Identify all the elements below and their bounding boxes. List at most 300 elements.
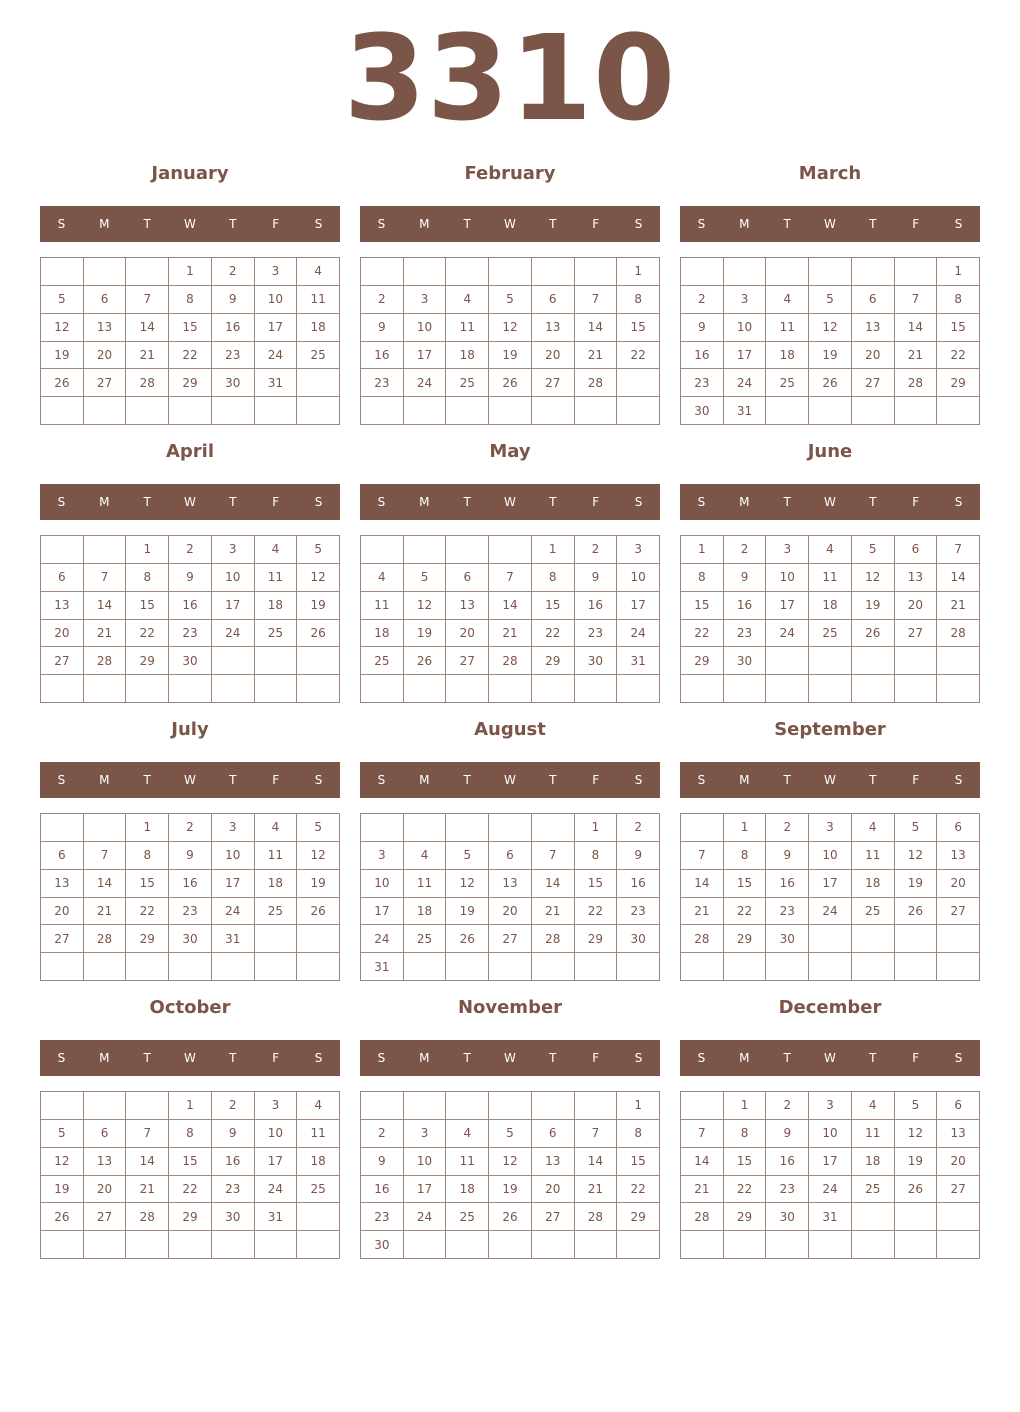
weekday-header — [40, 206, 340, 242]
day-cell: 25 — [809, 620, 852, 648]
day-cell: 19 — [297, 870, 340, 898]
weekday-label: T — [229, 1051, 237, 1065]
day-cell: 7 — [575, 1120, 618, 1148]
day-cell: 9 — [169, 564, 212, 592]
empty-cell — [809, 953, 852, 981]
empty-cell — [766, 675, 809, 703]
day-cell: 6 — [489, 842, 532, 870]
day-cell: 15 — [681, 592, 724, 620]
weekday-label: W — [824, 495, 836, 509]
day-cell: 19 — [809, 342, 852, 370]
day-cell: 6 — [937, 814, 980, 842]
weekday-label: S — [314, 217, 323, 231]
day-cell: 23 — [681, 369, 724, 397]
day-cell: 19 — [489, 342, 532, 370]
day-cell: 17 — [809, 1148, 852, 1176]
empty-cell — [126, 258, 169, 286]
month-name: October — [149, 997, 231, 1018]
day-cell: 17 — [255, 1148, 298, 1176]
day-cell: 26 — [489, 1203, 532, 1231]
day-cell: 8 — [575, 842, 618, 870]
day-cell: 28 — [84, 925, 127, 953]
day-cell: 24 — [766, 620, 809, 648]
day-cell: 27 — [41, 925, 84, 953]
empty-cell — [255, 675, 298, 703]
weekday-header — [360, 206, 660, 242]
empty-cell — [84, 1231, 127, 1259]
day-cell: 20 — [84, 342, 127, 370]
weekday-label: T — [463, 495, 471, 509]
day-cell: 24 — [404, 1203, 447, 1231]
empty-cell — [532, 397, 575, 425]
day-cell: 22 — [681, 620, 724, 648]
day-cell: 22 — [617, 1176, 660, 1204]
day-cell: 26 — [852, 620, 895, 648]
empty-cell — [937, 647, 980, 675]
day-cell: 14 — [937, 564, 980, 592]
day-cell: 13 — [84, 1148, 127, 1176]
weekday-label: T — [143, 495, 151, 509]
day-cell: 23 — [361, 369, 404, 397]
day-cell: 7 — [575, 286, 618, 314]
empty-cell — [255, 647, 298, 675]
weekday-label: T — [229, 495, 237, 509]
day-cell: 18 — [255, 870, 298, 898]
day-cell: 5 — [895, 814, 938, 842]
day-cell: 30 — [617, 925, 660, 953]
day-cell: 20 — [937, 1148, 980, 1176]
empty-cell — [41, 397, 84, 425]
day-cell: 11 — [852, 842, 895, 870]
empty-cell — [937, 925, 980, 953]
empty-cell — [575, 1231, 618, 1259]
empty-cell — [532, 258, 575, 286]
day-cell: 5 — [41, 286, 84, 314]
day-cell: 17 — [724, 342, 767, 370]
weekday-label: S — [314, 773, 323, 787]
weekday-label: T — [869, 1051, 877, 1065]
day-cell: 2 — [766, 1092, 809, 1120]
empty-cell — [532, 814, 575, 842]
day-cell: 6 — [41, 842, 84, 870]
empty-cell — [41, 1231, 84, 1259]
weekday-label: W — [504, 495, 516, 509]
day-cell: 23 — [169, 898, 212, 926]
day-cell: 13 — [41, 592, 84, 620]
weekday-label: M — [99, 1051, 110, 1065]
day-cell: 29 — [724, 925, 767, 953]
weekday-label: M — [99, 217, 110, 231]
day-cell: 22 — [169, 342, 212, 370]
weekday-header — [40, 762, 340, 798]
empty-cell — [489, 675, 532, 703]
weekday-label: S — [697, 217, 706, 231]
empty-cell — [575, 397, 618, 425]
empty-cell — [297, 675, 340, 703]
weekday-label: M — [419, 1051, 430, 1065]
empty-cell — [446, 258, 489, 286]
day-cell: 16 — [169, 592, 212, 620]
day-cell: 26 — [895, 1176, 938, 1204]
empty-cell — [84, 953, 127, 981]
empty-cell — [489, 1092, 532, 1120]
month-name: March — [798, 163, 862, 184]
day-cell: 11 — [404, 870, 447, 898]
empty-cell — [84, 814, 127, 842]
day-cell: 1 — [617, 1092, 660, 1120]
day-cell: 21 — [681, 898, 724, 926]
weekday-label: M — [419, 217, 430, 231]
day-cell: 26 — [297, 620, 340, 648]
day-cell: 10 — [255, 1120, 298, 1148]
empty-cell — [681, 953, 724, 981]
day-cell: 27 — [84, 1203, 127, 1231]
weekday-label: S — [377, 1051, 386, 1065]
empty-cell — [617, 1231, 660, 1259]
day-cell: 3 — [255, 1092, 298, 1120]
weekday-label: W — [824, 773, 836, 787]
empty-cell — [41, 536, 84, 564]
weekday-label: M — [739, 1051, 750, 1065]
day-cell: 7 — [895, 286, 938, 314]
day-cell: 15 — [532, 592, 575, 620]
day-cell: 8 — [724, 1120, 767, 1148]
empty-cell — [297, 953, 340, 981]
day-cell: 2 — [361, 1120, 404, 1148]
day-cell: 25 — [297, 1176, 340, 1204]
day-cell: 7 — [126, 286, 169, 314]
day-cell: 20 — [41, 898, 84, 926]
day-cell: 12 — [809, 314, 852, 342]
empty-cell — [937, 675, 980, 703]
empty-cell — [937, 1203, 980, 1231]
day-cell: 2 — [212, 258, 255, 286]
day-cell: 7 — [937, 536, 980, 564]
day-cell: 14 — [532, 870, 575, 898]
day-cell: 1 — [126, 814, 169, 842]
weekday-label: T — [869, 773, 877, 787]
empty-cell — [41, 1092, 84, 1120]
weekday-label: F — [912, 773, 920, 787]
weekday-label: M — [419, 495, 430, 509]
day-cell: 30 — [766, 925, 809, 953]
day-cell: 27 — [41, 647, 84, 675]
empty-cell — [575, 953, 618, 981]
empty-cell — [766, 1231, 809, 1259]
day-cell: 31 — [617, 647, 660, 675]
day-cell: 22 — [169, 1176, 212, 1204]
empty-cell — [169, 953, 212, 981]
day-cell: 11 — [255, 842, 298, 870]
empty-cell — [361, 814, 404, 842]
day-cell: 31 — [255, 1203, 298, 1231]
weekday-label: F — [272, 217, 280, 231]
day-cell: 24 — [255, 1176, 298, 1204]
empty-cell — [895, 1231, 938, 1259]
day-cell: 1 — [937, 258, 980, 286]
day-cell: 5 — [489, 1120, 532, 1148]
day-cell: 3 — [212, 536, 255, 564]
day-cell: 6 — [895, 536, 938, 564]
day-cell: 25 — [361, 647, 404, 675]
weekday-label: W — [184, 773, 196, 787]
day-cell: 26 — [895, 898, 938, 926]
day-cell: 26 — [489, 369, 532, 397]
day-cell: 19 — [446, 898, 489, 926]
empty-cell — [297, 397, 340, 425]
day-cell: 16 — [766, 1148, 809, 1176]
month-name: November — [457, 997, 563, 1018]
weekday-label: T — [463, 217, 471, 231]
weekday-label: W — [824, 217, 836, 231]
weekday-label: F — [272, 495, 280, 509]
day-cell: 24 — [617, 620, 660, 648]
day-cell: 21 — [681, 1176, 724, 1204]
day-cell: 28 — [681, 1203, 724, 1231]
day-cell: 5 — [895, 1092, 938, 1120]
day-cell: 1 — [169, 1092, 212, 1120]
day-cell: 15 — [724, 1148, 767, 1176]
empty-cell — [446, 536, 489, 564]
empty-cell — [575, 258, 618, 286]
empty-cell — [895, 1203, 938, 1231]
day-cell: 19 — [404, 620, 447, 648]
empty-cell — [489, 397, 532, 425]
day-cell: 16 — [361, 342, 404, 370]
empty-cell — [852, 397, 895, 425]
empty-cell — [297, 647, 340, 675]
day-cell: 9 — [169, 842, 212, 870]
day-cell: 29 — [126, 647, 169, 675]
day-cell: 17 — [766, 592, 809, 620]
day-cell: 8 — [169, 286, 212, 314]
day-cell: 10 — [617, 564, 660, 592]
empty-cell — [852, 953, 895, 981]
weekday-label: S — [954, 1051, 963, 1065]
day-cell: 17 — [809, 870, 852, 898]
empty-cell — [446, 1231, 489, 1259]
weekday-label: S — [377, 495, 386, 509]
weekday-header — [680, 762, 980, 798]
empty-cell — [297, 925, 340, 953]
weekday-label: T — [869, 217, 877, 231]
empty-cell — [681, 675, 724, 703]
weekday-label: T — [783, 1051, 791, 1065]
day-cell: 31 — [361, 953, 404, 981]
day-cell: 14 — [575, 314, 618, 342]
empty-cell — [361, 1092, 404, 1120]
day-cell: 4 — [852, 1092, 895, 1120]
weekday-label: T — [229, 773, 237, 787]
weekday-label: S — [377, 773, 386, 787]
day-cell: 25 — [255, 620, 298, 648]
day-cell: 9 — [724, 564, 767, 592]
empty-cell — [84, 675, 127, 703]
empty-cell — [446, 675, 489, 703]
day-cell: 13 — [532, 314, 575, 342]
empty-cell — [126, 953, 169, 981]
weekday-label: W — [504, 773, 516, 787]
weekday-label: W — [824, 1051, 836, 1065]
day-cell: 29 — [724, 1203, 767, 1231]
day-cell: 30 — [361, 1231, 404, 1259]
day-cell: 28 — [532, 925, 575, 953]
day-cell: 14 — [84, 592, 127, 620]
day-cell: 3 — [809, 1092, 852, 1120]
weekday-label: T — [549, 773, 557, 787]
day-cell: 13 — [446, 592, 489, 620]
day-cell: 28 — [575, 369, 618, 397]
day-cell: 22 — [575, 898, 618, 926]
day-cell: 4 — [297, 1092, 340, 1120]
day-cell: 16 — [617, 870, 660, 898]
day-cell: 29 — [937, 369, 980, 397]
day-cell: 21 — [532, 898, 575, 926]
day-cell: 4 — [255, 814, 298, 842]
empty-cell — [895, 675, 938, 703]
day-cell: 24 — [361, 925, 404, 953]
day-cell: 9 — [212, 1120, 255, 1148]
weekday-label: F — [592, 773, 600, 787]
empty-cell — [212, 397, 255, 425]
weekday-label: T — [463, 773, 471, 787]
empty-cell — [809, 397, 852, 425]
day-cell: 20 — [532, 342, 575, 370]
weekday-label: S — [697, 1051, 706, 1065]
weekday-label: S — [697, 773, 706, 787]
day-cell: 16 — [361, 1176, 404, 1204]
day-cell: 7 — [84, 564, 127, 592]
day-cell: 10 — [212, 842, 255, 870]
empty-cell — [575, 675, 618, 703]
day-cell: 8 — [532, 564, 575, 592]
day-cell: 7 — [126, 1120, 169, 1148]
weekday-label: W — [504, 1051, 516, 1065]
day-cell: 4 — [852, 814, 895, 842]
day-cell: 27 — [937, 1176, 980, 1204]
day-cell: 18 — [361, 620, 404, 648]
day-cell: 11 — [297, 286, 340, 314]
empty-cell — [617, 675, 660, 703]
empty-cell — [895, 397, 938, 425]
day-cell: 25 — [404, 925, 447, 953]
day-cell: 14 — [126, 314, 169, 342]
day-cell: 30 — [169, 925, 212, 953]
day-cell: 4 — [446, 1120, 489, 1148]
day-cell: 8 — [169, 1120, 212, 1148]
day-cell: 9 — [681, 314, 724, 342]
day-cell: 13 — [937, 842, 980, 870]
day-cell: 28 — [575, 1203, 618, 1231]
day-cell: 12 — [895, 842, 938, 870]
day-cell: 1 — [617, 258, 660, 286]
empty-cell — [532, 953, 575, 981]
empty-cell — [724, 1231, 767, 1259]
day-cell: 1 — [724, 1092, 767, 1120]
day-cell: 4 — [361, 564, 404, 592]
day-grid — [40, 1091, 340, 1259]
day-cell: 5 — [404, 564, 447, 592]
day-cell: 31 — [809, 1203, 852, 1231]
empty-cell — [404, 1092, 447, 1120]
weekday-label: F — [912, 217, 920, 231]
empty-cell — [404, 814, 447, 842]
weekday-label: T — [549, 495, 557, 509]
day-grid — [40, 257, 340, 425]
day-cell: 14 — [126, 1148, 169, 1176]
empty-cell — [41, 953, 84, 981]
weekday-label: M — [99, 495, 110, 509]
day-cell: 23 — [766, 1176, 809, 1204]
day-cell: 3 — [255, 258, 298, 286]
day-cell: 16 — [575, 592, 618, 620]
day-cell: 2 — [617, 814, 660, 842]
day-cell: 12 — [41, 1148, 84, 1176]
empty-cell — [575, 1092, 618, 1120]
day-cell: 10 — [255, 286, 298, 314]
weekday-label: F — [912, 495, 920, 509]
day-cell: 21 — [575, 342, 618, 370]
empty-cell — [255, 953, 298, 981]
weekday-label: S — [377, 217, 386, 231]
weekday-label: F — [592, 217, 600, 231]
day-cell: 14 — [489, 592, 532, 620]
empty-cell — [255, 1231, 298, 1259]
day-cell: 31 — [255, 369, 298, 397]
day-cell: 27 — [532, 1203, 575, 1231]
day-cell: 20 — [895, 592, 938, 620]
day-cell: 5 — [297, 814, 340, 842]
day-cell: 17 — [212, 592, 255, 620]
day-cell: 28 — [895, 369, 938, 397]
month-name: August — [474, 719, 546, 740]
empty-cell — [852, 1231, 895, 1259]
day-grid — [680, 1091, 980, 1259]
day-cell: 31 — [212, 925, 255, 953]
weekday-label: M — [739, 495, 750, 509]
day-cell: 13 — [852, 314, 895, 342]
weekday-label: T — [549, 217, 557, 231]
day-cell: 3 — [724, 286, 767, 314]
day-cell: 30 — [766, 1203, 809, 1231]
day-cell: 6 — [532, 286, 575, 314]
empty-cell — [446, 953, 489, 981]
empty-cell — [937, 397, 980, 425]
day-cell: 24 — [212, 898, 255, 926]
day-cell: 10 — [212, 564, 255, 592]
day-cell: 1 — [724, 814, 767, 842]
day-cell: 16 — [169, 870, 212, 898]
month-name: September — [774, 719, 886, 740]
day-cell: 22 — [724, 898, 767, 926]
weekday-label: T — [143, 773, 151, 787]
day-grid — [680, 257, 980, 425]
day-cell: 1 — [126, 536, 169, 564]
day-cell: 28 — [489, 647, 532, 675]
day-cell: 23 — [212, 1176, 255, 1204]
day-cell: 13 — [84, 314, 127, 342]
weekday-label: T — [463, 1051, 471, 1065]
empty-cell — [41, 814, 84, 842]
day-cell: 29 — [575, 925, 618, 953]
month-name: June — [807, 441, 853, 462]
day-cell: 18 — [766, 342, 809, 370]
day-cell: 1 — [169, 258, 212, 286]
day-cell: 31 — [724, 397, 767, 425]
day-cell: 27 — [532, 369, 575, 397]
day-cell: 8 — [681, 564, 724, 592]
weekday-label: F — [912, 1051, 920, 1065]
